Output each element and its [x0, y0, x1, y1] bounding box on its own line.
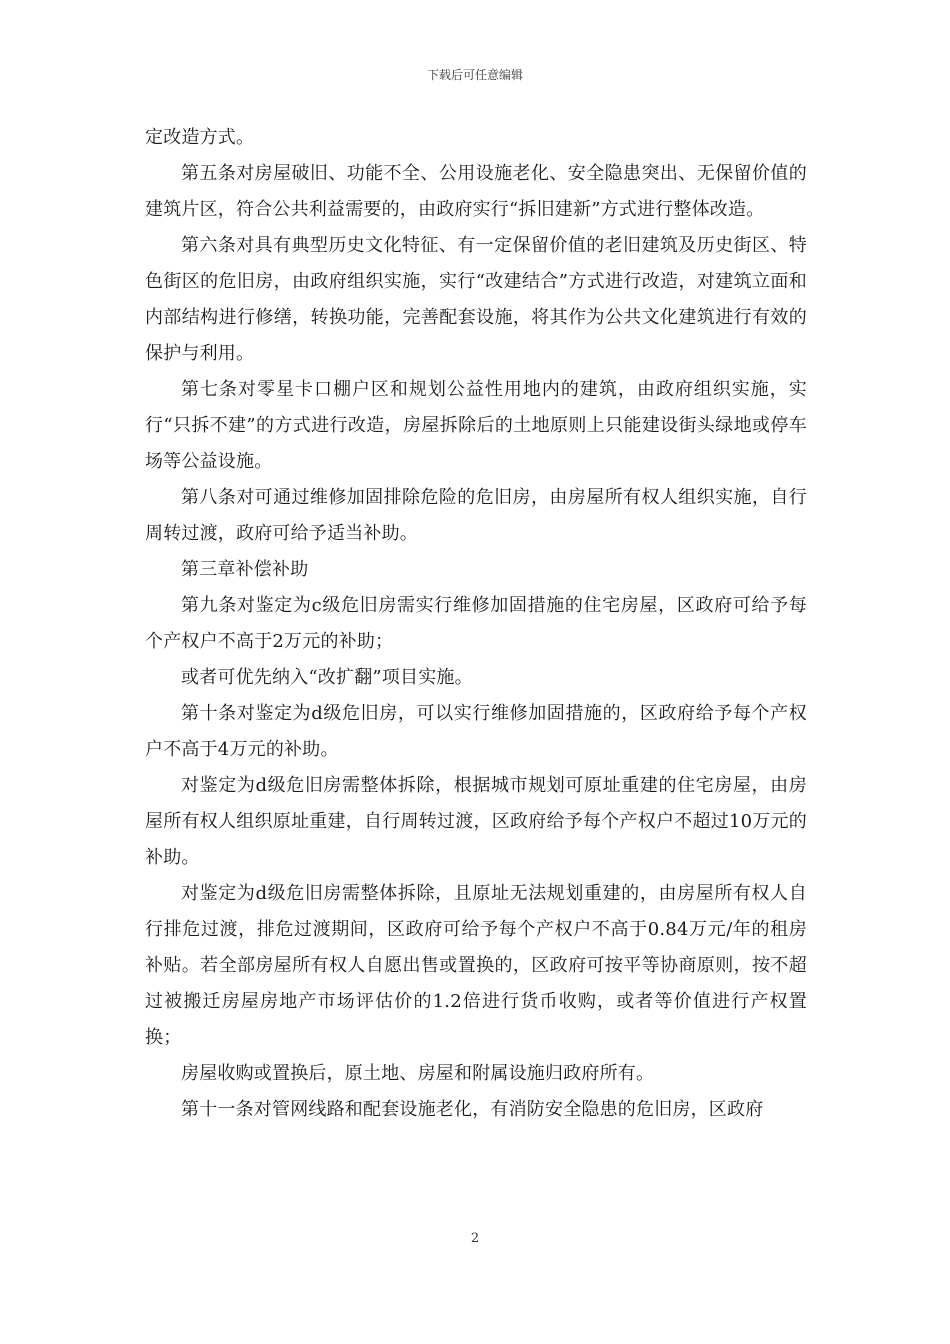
page-number: 2: [470, 1231, 480, 1246]
paragraph: 第十条对鉴定为d级危旧房，可以实行维修加固措施的，区政府给予每个产权户不高于4万元的补助。: [145, 703, 807, 760]
paragraph: 第五条对房屋破旧、功能不全、公用设施老化、安全隐患突出、无保留价值的建筑片区，符合公共利益需要的，由政府实行“拆旧建新”方式进行整体改造。: [145, 163, 807, 220]
paragraph: 第八条对可通过维修加固排除危险的危旧房，由房屋所有权人组织实施，自行周转过渡，政府可给予适当补助。: [145, 487, 807, 544]
paragraph: 对鉴定为d级危旧房需整体拆除，且原址无法规划重建的，由房屋所有权人自行排危过渡，排危过渡期间，区政府可给予每个产权户不高于0.84万元/年的租房补贴。若全部房屋所有权人自愿出售或置换的，区政府可按平等协商原则，按不超过被搬迁房屋房地产市场评估价的1.2倍进行货币收购，或者等价值进行产权置换；: [145, 883, 807, 1048]
page-header: 下载后可任意编辑: [426, 68, 523, 82]
paragraph: 第七条对零星卡口棚户区和规划公益性用地内的建筑，由政府组织实施，实行“只拆不建”的方式进行改造，房屋拆除后的土地原则上只能建设街头绿地或停车场等公益设施。: [145, 379, 807, 472]
paragraph: 第三章补偿补助: [181, 559, 309, 580]
paragraph: 房屋收购或置换后，原土地、房屋和附属设施归政府所有。: [181, 1063, 655, 1084]
paragraph: 第十一条对管网线路和配套设施老化，有消防安全隐患的危旧房，区政府: [181, 1099, 764, 1120]
document-body: [145, 120, 807, 1128]
paragraph: 对鉴定为d级危旧房需整体拆除，根据城市规划可原址重建的住宅房屋，由房屋所有权人组织原址重建，自行周转过渡，区政府给予每个产权户不超过10万元的补助。: [145, 775, 807, 868]
paragraph: 第九条对鉴定为c级危旧房需实行维修加固措施的住宅房屋，区政府可给予每个产权户不高于2万元的补助；: [145, 595, 807, 652]
paragraph: 定改造方式。: [145, 127, 255, 148]
paragraph: 或者可优先纳入“改扩翻”项目实施。: [181, 667, 473, 688]
paragraph: 第六条对具有典型历史文化特征、有一定保留价值的老旧建筑及历史街区、特色街区的危旧房，由政府组织实施，实行“改建结合”方式进行改造，对建筑立面和内部结构进行修缮，转换功能，完善配套设施，将其作为公共文化建筑进行有效的保护与利用。: [145, 235, 807, 364]
